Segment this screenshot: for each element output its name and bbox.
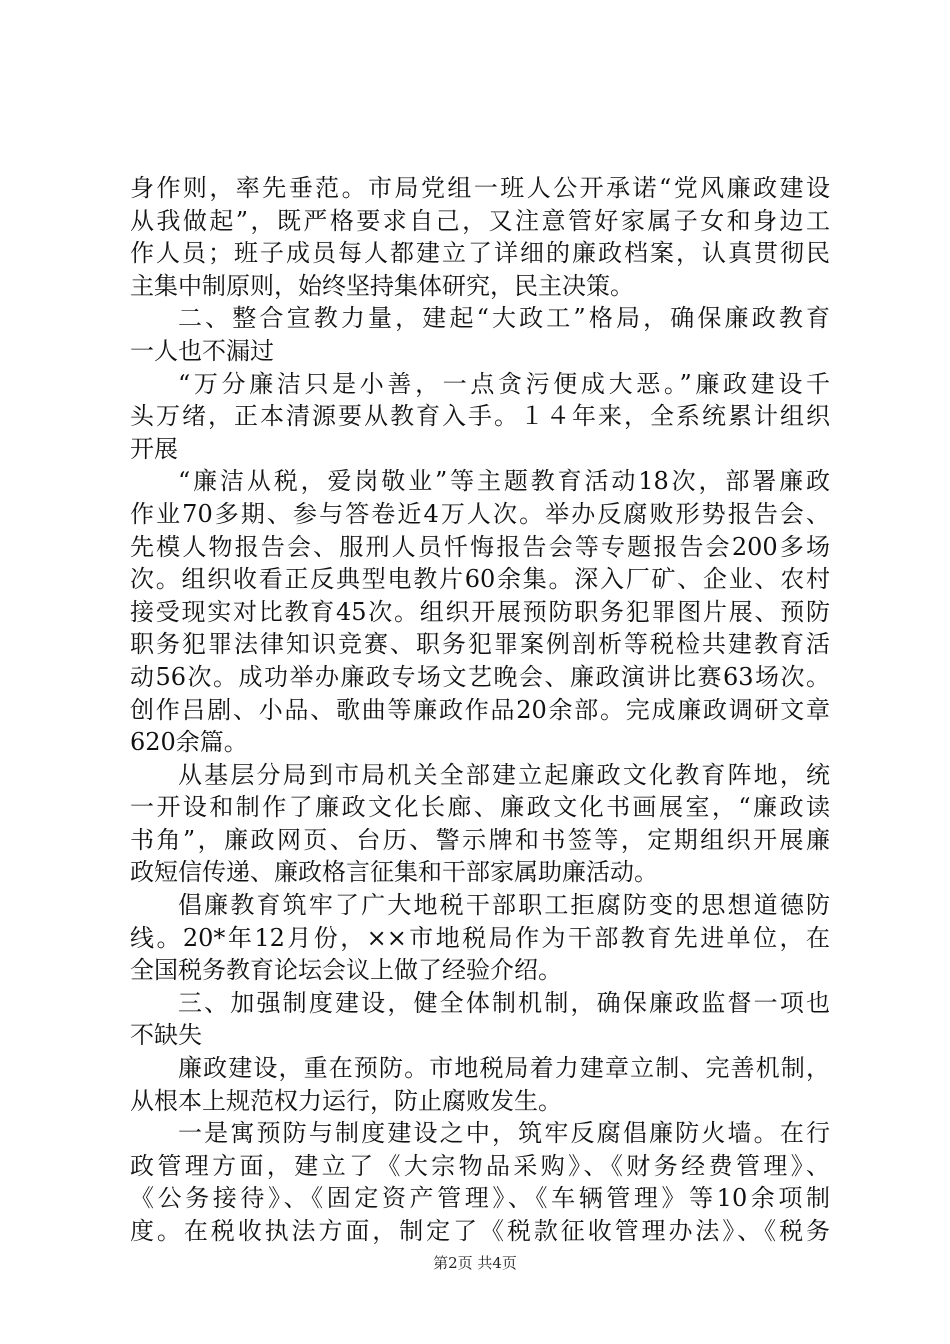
text-line: 职务犯罪法律知识竞赛、职务犯罪案例剖析等税检共建教育活: [130, 630, 830, 659]
text-line: 作人员；班子成员每人都建立了详细的廉政档案，认真贯彻民: [130, 239, 830, 268]
text-line: 从基层分局到市局机关全部建立起廉政文化教育阵地，统: [178, 760, 830, 789]
paragraph: [130, 759, 830, 889]
text-line: 不缺失: [130, 1021, 202, 1050]
text-line: “廉洁从税，爱岗敬业”等主题教育活动18次，部署廉政: [178, 467, 830, 496]
text-line: 主集中制原则，始终坚持集体研究，民主决策。: [130, 271, 634, 300]
text-line: 廉政建设，重在预防。市地税局着力建章立制、完善机制，: [178, 1054, 830, 1083]
text-line: 次。组织收看正反典型电教片60余集。深入厂矿、企业、农村: [130, 565, 830, 594]
text-line: 线。20*年12月份，××市地税局作为干部教育先进单位，在: [130, 923, 830, 952]
text-line: 全国税务教育论坛会议上做了经验介绍。: [130, 956, 562, 985]
text-line: 一人也不漏过: [130, 336, 274, 365]
paragraph: [130, 1117, 830, 1247]
text-line: 政管理方面，建立了《大宗物品采购》、《财务经费管理》、: [130, 1151, 830, 1180]
text-line: 身作则，率先垂范。市局党组一班人公开承诺“党风廉政建设: [130, 174, 830, 202]
paragraph: [130, 987, 830, 1052]
document-body: [130, 172, 830, 1248]
text-line: 接受现实对比教育45次。组织开展预防职务犯罪图片展、预防: [130, 597, 830, 626]
paragraph: [130, 465, 830, 758]
text-line: 先模人物报告会、服刑人员忏悔报告会等专题报告会200多场: [130, 532, 830, 561]
text-line: 《公务接待》、《固定资产管理》、《车辆管理》等10余项制: [130, 1184, 830, 1213]
paragraph: [130, 368, 830, 466]
text-line: 一是寓预防与制度建设之中，筑牢反腐倡廉防火墙。在行: [178, 1119, 830, 1148]
text-line: 书角”，廉政网页、台历、警示牌和书签等，定期组织开展廉: [130, 825, 830, 854]
paragraph: [130, 302, 830, 367]
text-line: 620余篇。: [130, 728, 248, 757]
text-line: 头万绪，正本清源要从教育入手。１４年来，全系统累计组织: [130, 402, 830, 431]
text-line: 创作吕剧、小品、歌曲等廉政作品20余部。完成廉政调研文章: [130, 695, 830, 724]
paragraph: [130, 172, 830, 302]
text-line: 一开设和制作了廉政文化长廊、廉政文化书画展室，“廉政读: [130, 793, 830, 822]
text-line: 开展: [130, 434, 178, 463]
text-line: 作业70多期、参与答卷近4万人次。举办反腐败形势报告会、: [130, 499, 830, 528]
text-line: 从我做起”，既严格要求自己，又注意管好家属子女和身边工: [130, 206, 830, 235]
text-line: “万分廉洁只是小善，一点贪污便成大恶。”廉政建设千: [178, 369, 830, 398]
paragraph: [130, 889, 830, 987]
text-line: 三、加强制度建设，健全体制机制，确保廉政监督一项也: [178, 988, 830, 1017]
text-line: 从根本上规范权力运行，防止腐败发生。: [130, 1086, 562, 1115]
text-line: 度。在税收执法方面，制定了《税款征收管理办法》、《税务: [130, 1217, 830, 1245]
paragraph: [130, 1052, 830, 1117]
text-line: 政短信传递、廉政格言征集和干部家属助廉活动。: [130, 858, 658, 887]
text-line: 倡廉教育筑牢了广大地税干部职工拒腐防变的思想道德防: [178, 891, 830, 920]
page-footer: 第2页 共4页: [433, 1254, 517, 1272]
text-line: 动56次。成功举办廉政专场文艺晚会、廉政演讲比赛63场次。: [130, 662, 830, 691]
text-line: 二、整合宣教力量，建起“大政工”格局，确保廉政教育: [178, 304, 830, 333]
